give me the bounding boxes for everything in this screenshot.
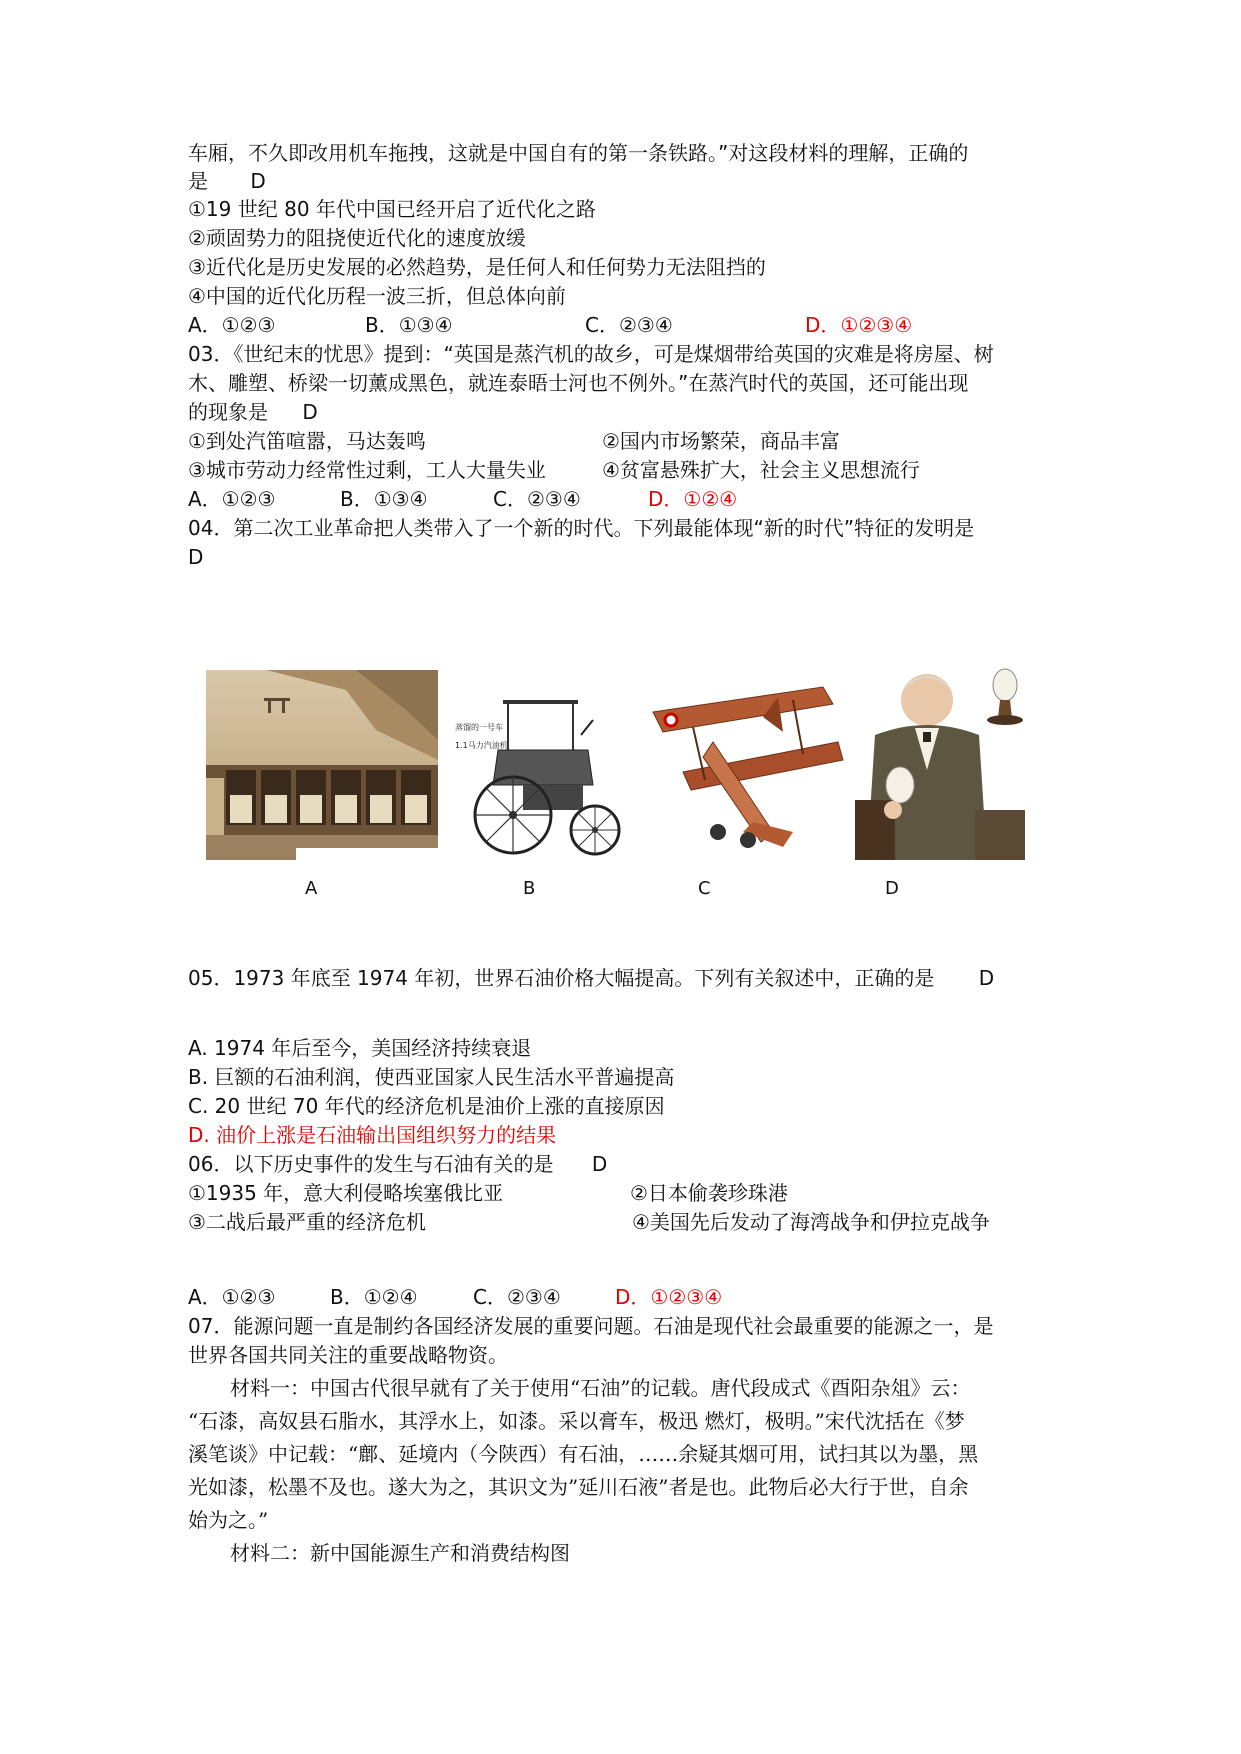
q02-option-b: B．①③④ [365,313,453,337]
image-b-early-automobile [453,690,628,860]
q06-item-4: ④美国先后发动了海湾战争和伊拉克战争 [632,1210,990,1234]
caption-d: D [885,878,899,899]
car-label-2: 1.1马力汽油机 [455,741,508,750]
q03-answer: D [302,400,318,424]
q03-line1: 03．《世纪末的忧思》提到：“英国是蒸汽机的故乡，可是煤烟带给英国的灾难是将房屋、树 [188,342,994,366]
car-label-1: 蒸馏的一号车 [455,723,503,732]
image-a-steam-train [206,670,438,860]
q05-line1 [188,963,994,993]
q06-item-1: ①1935 年，意大利侵略埃塞俄比亚 [188,1181,504,1205]
q07-material1-line1: 材料一：中国古代很早就有了关于使用“石油”的记载。唐代段成式《酉阳杂俎》云： [230,1376,971,1400]
q02-item-1: ①19 世纪 80 年代中国已经开启了近代化之路 [188,197,596,221]
q03-line3 [188,397,318,427]
caption-b: B [523,878,536,899]
q03-item-4: ④贫富悬殊扩大，社会主义思想流行 [602,458,920,482]
q02-line1: 车厢，不久即改用机车拖拽，这就是中国自有的第一条铁路。”对这段材料的理解，正确的 [188,141,969,165]
caption-a: A [305,878,318,899]
q02-stem-end: 是 [188,169,208,193]
q02-option-a: A．①②③ [188,313,276,337]
q05-option-b: B. 巨额的石油利润，使西亚国家人民生活水平普遍提高 [188,1065,675,1089]
q07-line2: 世界各国共同关注的重要战略物资。 [188,1343,508,1367]
q06-stem: 06．以下历史事件的发生与石油有关的是 [188,1152,554,1176]
q03-option-c: C．②③④ [493,487,581,511]
q06-option-b: B．①②④ [330,1285,418,1309]
image-d-edison-light-bulb [855,660,1035,860]
q02-option-d-correct: D．①②③④ [805,313,913,337]
q06-answer: D [591,1152,608,1176]
q02-option-c: C．②③④ [585,313,673,337]
q03-line2: 木、雕塑、桥梁一切薰成黑色，就连泰晤士河也不例外。”在蒸汽时代的英国，还可能出现 [188,371,969,395]
q07-material1-line5: 始为之。” [188,1508,269,1532]
q07-material1-line3: 溪笔谈》中记载：“鄜、延境内（今陕西）有石油，……余疑其烟可用，试扫其以为墨，黑 [188,1442,979,1466]
q05-answer: D [978,966,995,990]
q03-option-a: A．①②③ [188,487,276,511]
q05-option-a: A. 1974 年后至今，美国经济持续衰退 [188,1036,532,1060]
q06-item-3: ③二战后最严重的经济危机 [188,1210,426,1234]
q07-line1: 07．能源问题一直是制约各国经济发展的重要问题。石油是现代社会最重要的能源之一，是 [188,1314,994,1338]
image-c-biplane [643,682,845,857]
q06-item-2: ②日本偷袭珍珠港 [630,1181,788,1205]
q04-line1: 04．第二次工业革命把人类带入了一个新的时代。下列最能体现“新的时代”特征的发明是 [188,516,975,540]
q03-item-3: ③城市劳动力经常性过剩，工人大量失业 [188,458,546,482]
q05-option-c: C. 20 世纪 70 年代的经济危机是油价上涨的直接原因 [188,1094,665,1118]
q02-answer: D [250,169,266,193]
q05-stem: 05．1973 年底至 1974 年初，世界石油价格大幅提高。下列有关叙述中，正确的是 [188,966,935,990]
q05-option-d-correct: D. 油价上涨是石油输出国组织努力的结果 [188,1123,557,1147]
q02-item-2: ②顽固势力的阻挠使近代化的速度放缓 [188,226,526,250]
q07-material1-line4: 光如漆，松墨不及也。遂大为之，其识文为”延川石液”者是也。此物后必大行于世，自余 [188,1475,969,1499]
q04-answer: D [188,545,204,569]
q02-item-3: ③近代化是历史发展的必然趋势，是任何人和任何势力无法阻挡的 [188,255,766,279]
caption-c: C [698,878,711,899]
q06-line1 [188,1149,607,1179]
q02-line2 [188,166,266,196]
q07-material2: 材料二：新中国能源生产和消费结构图 [230,1541,570,1565]
q03-item-2: ②国内市场繁荣，商品丰富 [602,429,840,453]
q06-option-d-correct: D．①②③④ [615,1285,723,1309]
q03-option-d-correct: D．①②④ [648,487,738,511]
q03-stem-end: 的现象是 [188,400,268,424]
q06-option-c: C．②③④ [473,1285,561,1309]
q03-item-1: ①到处汽笛喧嚣，马达轰鸣 [188,429,426,453]
q03-option-b: B．①③④ [340,487,428,511]
q02-item-4: ④中国的近代化历程一波三折，但总体向前 [188,284,566,308]
q07-material1-line2: “石漆，高奴县石脂水，其浮水上，如漆。采以膏车，极迅 燃灯，极明。”宋代沈括在《梦 [188,1409,965,1433]
q06-option-a: A．①②③ [188,1285,276,1309]
